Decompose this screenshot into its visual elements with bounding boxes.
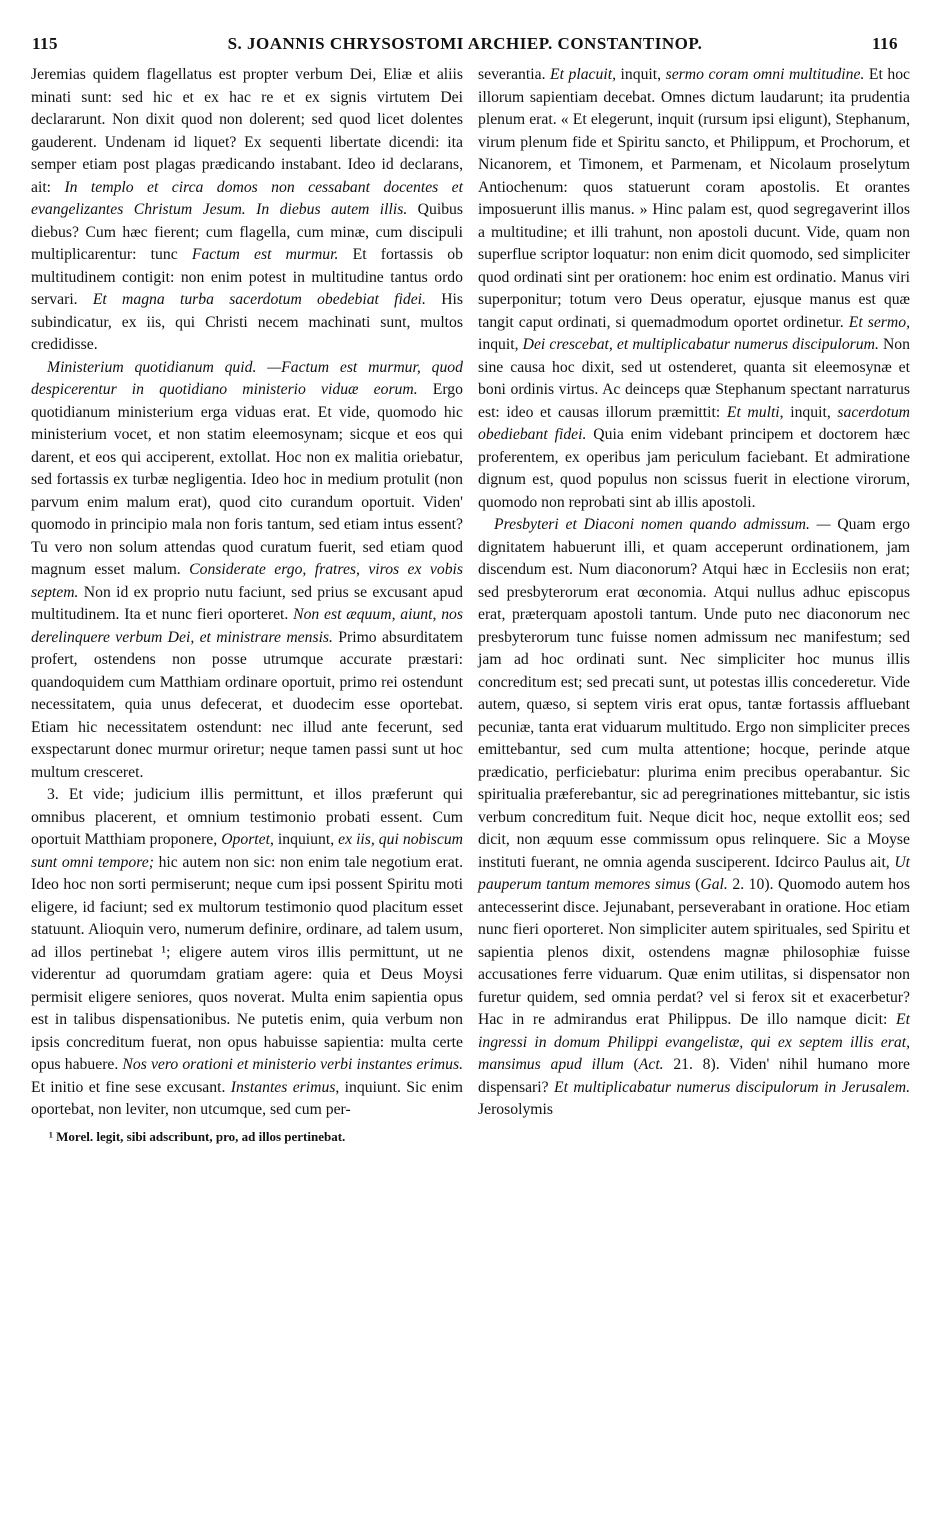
left-column-text (31, 64, 463, 1122)
footnote: ¹ Morel. legit, sibi adscribunt, pro, ad illos pertinebat. (49, 1128, 346, 1144)
page-number-left: 115 (32, 34, 59, 53)
text-segment: hic autem non sic: non enim tale negotium erat. Ideo hoc non sorti permiserunt; neque cum ipsi possent Spiritu moti eligere, id faciunt; sed ex multorum testimonio quod placitum esset statuunt. Alioquin vero, numerum definire, ordinare, ad talem usum, ad illos pertinebat ¹; eligere autem viros illis permittunt, ut ne viderentur ad quorumdam gratiam agere: quia et Deus Moysi permisit eligere seniores, quos noverat. Multa enim sapientia opus est in talibus dispensationibus. Ne putetis enim, quia verbum non ipsis concreditum fuerat, non opus habuisse sapientia: multa certe opus habuere. (31, 853, 463, 1073)
text-segment: Jerosolymis (478, 1101, 553, 1118)
running-title: S. JOANNIS CHRYSOSTOMI ARCHIEP. CONSTANTINOP. (227, 34, 703, 53)
text-segment: Et placuit, (550, 66, 617, 83)
text-segment: Quam ergo dignitatem habuerunt illi, et quam acceperunt ordinationem, jam discendum est. Num diaconorum? Atqui hæc in Ecclesiis non erat; sed presbyterorum erat œconomia. Atqui nullus adhuc episcopus erat, præterquam apostoli tantum. Unde puto nec diaconorum nec presbyterorum tunc fuisse nomen admissum nec manifestum; sed jam ad hoc ordinati sunt. Nec simpliciter hoc munus illis concreditum est; sed precati sunt, ut potestas illis concederetur. Vide autem, quæso, si septem viris erat opus, tantæ fortassis affluebant pecuniæ, tanta erat viduarum multitudo. Ergo non simpliciter preces emittebantur, sed cum multa attentione; hocque, perinde atque prædicatio, perficiebatur: plurima enim precibus operabantur. Sic spiritualia præferebantur, sic ad peregrinationes mittebantur, sic istis verbum concreditum fuit. Neque dicit hoc, neque extollit eos; sed dicit, non æquum esse commissum opus relinquere. Sic a Moyse instituti fuerant, ne omnia agenda susciperent. Idcirco Paulus ait, (478, 516, 911, 871)
page-number-right: 116 (871, 34, 898, 53)
text-segment: Et magna turba sacerdotum obedebiat fidei. (92, 291, 426, 308)
text-segment: ex iis, qui nobiscum sunt omni tempore; (31, 831, 463, 871)
text-segment: , inquiunt, (270, 831, 339, 848)
text-segment: Factum est murmur. (191, 246, 339, 263)
text-segment: Jeremias quidem flagellatus est propter verbum Dei, Eliæ et aliis minati sunt: sed hic et ex hac re et ex signis virtutem Dei declararunt. Non dixit quod non dolerent; sed quod licet dolentes gauderent. Undenam id liquet? Ex sequenti libertate dicendi: ita semper etiam post plagas prædicando instabant. Ideo id declarans, ait: (31, 66, 463, 196)
paragraph (31, 784, 463, 1122)
text-segment: Quia enim videbant principem et doctorem hæc proferentem, ex operibus jam periculum faciebant. Et admiratione dignum est, quod populus non scissus fuerit in electione virorum, quomodo non reprobati sint ab illis apostoli. (478, 426, 910, 511)
right-column (478, 64, 910, 1122)
text-segment: ( (690, 876, 701, 893)
text-segment: sacerdotum obediebant fidei. (478, 403, 910, 443)
text-segment: inquit, (616, 66, 666, 83)
text-segment: Et initio et fine sese excusant. (31, 1078, 231, 1096)
text-segment: 21. 8). Viden' nihil humano more dispensari? (478, 1056, 910, 1096)
text-segment: Dei crescebat, et multiplicabatur numerus discipulorum. (522, 336, 879, 353)
text-segment: sermo coram omni multitudine. (665, 66, 865, 83)
text-segment: Oportet (221, 831, 270, 848)
text-segment: , inquit, (779, 403, 838, 421)
paragraph (31, 64, 463, 357)
text-segment: ( (623, 1056, 639, 1073)
paragraph (31, 357, 463, 785)
text-segment: His subindicatur, ex iis, qui Christi necem machinati sunt, multos credidisse. (31, 291, 464, 353)
text-segment: Ergo quotidianum ministerium erga viduas erat. Et vide, quomodo hic ministerium vocet, et non statim eleemosynam; sicque et eos qui darent, et eos qui acciperent, extollat. Hoc non ex malitia oriebatur, sed fortassis ex turbæ negligentia. Ideo hoc in medium protulit (non parvum enim malum erat), quod cito curandum oportuit. Viden' quomodo in principio mala non foris tantum, sed etiam intus essent? Tu vero non solum attendas quod curatum fuerit, sed etiam quod magnum esset malum. (31, 381, 463, 578)
text-segment: Act. (638, 1056, 664, 1073)
text-segment: Non est æquum, aiunt, nos derelinquere verbum Dei, et ministrare mensis. (31, 606, 463, 646)
text-segment: In templo et circa domos non cessabant docentes et evangelizantes Christum Jesum. In diebus autem illis. (31, 178, 463, 218)
text-segment: 3. Et vide; judicium illis permittunt, et illos præferunt qui omnibus placerent, et omnium testimonio probati essent. Cum oportuit Matthiam proponere, (31, 786, 463, 848)
paragraph (478, 514, 910, 1122)
text-segment: Et multi (726, 403, 780, 421)
text-segment: Ministerium quotidianum quid. —Factum est murmur, quod despicerentur in quotidiano ministerio viduæ eorum. (31, 358, 463, 398)
text-segment: Et fortassis ob multitudinem contigit: non enim potest in multitudine tantus ordo servari. (31, 246, 463, 308)
text-segment: 2. 10). Quomodo autem hos antecesserint disce. Jejunabant, perseverabant in oratione. Hoc etiam nunc fieri oporteret. Non simpliciter autem spirituales, sed Spiritu et sapientia plenos dixit, ostendens magnæ philosophiæ fuisse accusationes ferre viduarum. Quæ enim utilitas, si dispensator non furetur quidem, sed omnia perdat? vel si ferox sit et exacerbetur? Hac in re admirandus erat Philippus. De illo namque dicit: (478, 876, 910, 1028)
text-segment: Et multiplicabatur numerus discipulorum in Jerusalem. (553, 1078, 910, 1096)
text-segment: Primo absurditatem profert, ostendens non posse utrumque accurate præstari: quandoquidem cum Matthiam ordinare oportuit, primo rei ostendunt necessitatem, quia unus defecerat, et duodecim esse oportebat. Etiam hic necessitatem ostendunt: nec illud ante fecerunt, sed exspectarunt donec murmur oriretur; neque tamen passi sunt ut hoc multum cresceret. (31, 628, 463, 781)
right-column-text (478, 64, 910, 1122)
text-segment: Gal. (700, 876, 728, 893)
text-segment: Ut pauperum tantum memores simus (478, 853, 910, 893)
text-segment: Et hoc illorum sapientiam decebat. Omnes dictum laudarunt; ita prudentia plenum erat. « Et elegerunt, inquit (rursum ipsi eligunt), Stephanum, virum plenum fide et Spiritu sancto, et Philippum, et Prochorum, et Nicanorem, et Timonem, et Parmenam, et Nicolaum proselytum Antiochenum: quos statuerunt coram apostolis. Et orantes imposuerunt illis manus. » Hinc palam est, quod segregaverint illos a multitudine; et illi trahunt, non apostoli ducunt. Vide, quam non superflue scriptor loquatur: non enim dicit quomodo, sed simpliciter quod ordinati sint per orationem: hoc enim est ordinatio. Manus viri superponitur; totum vero Deus operatur, ejusque manus est quæ tangit caput ordinati, si quemadmodum oportet ordinetur. (478, 66, 911, 331)
text-segment: , inquiunt. Sic enim oportebat, non leviter, non utcumque, sed cum per- (31, 1078, 463, 1118)
text-segment: Et sermo, (848, 313, 910, 331)
text-segment: inquit, (478, 336, 523, 353)
text-segment: Considerate ergo, fratres, viros ex vobis septem. (31, 561, 464, 601)
text-segment: Quibus diebus? Cum hæc fierent; cum flagella, cum minæ, cum discipuli multiplicarentur: tunc (31, 201, 463, 263)
text-segment: severantia. (478, 66, 551, 83)
text-segment: Non id ex proprio nutu faciunt, sed prius se excusant apud multitudinem. Ita et nunc fieri oporteret. (31, 583, 463, 623)
paragraph (478, 64, 910, 514)
text-segment: Et ingressi in domum Philippi evangelistæ, qui ex septem illis erat, mansimus apud illum (478, 1011, 910, 1073)
text-segment: Presbyteri et Diaconi nomen quando admissum. — (494, 516, 831, 533)
text-segment: Instantes erimus (230, 1078, 336, 1096)
text-segment: Non sine causa hoc dixit, sed ut ostenderet, quanta sit eleemosynæ et boni ordinis virtus. Ac deinceps quæ Stephanum spectant narraturus est: ideo et causas illorum præmittit: (478, 336, 910, 421)
running-header (32, 34, 898, 60)
text-segment: Nos vero orationi et ministerio verbi instantes erimus. (122, 1056, 464, 1073)
left-column (31, 64, 463, 1146)
